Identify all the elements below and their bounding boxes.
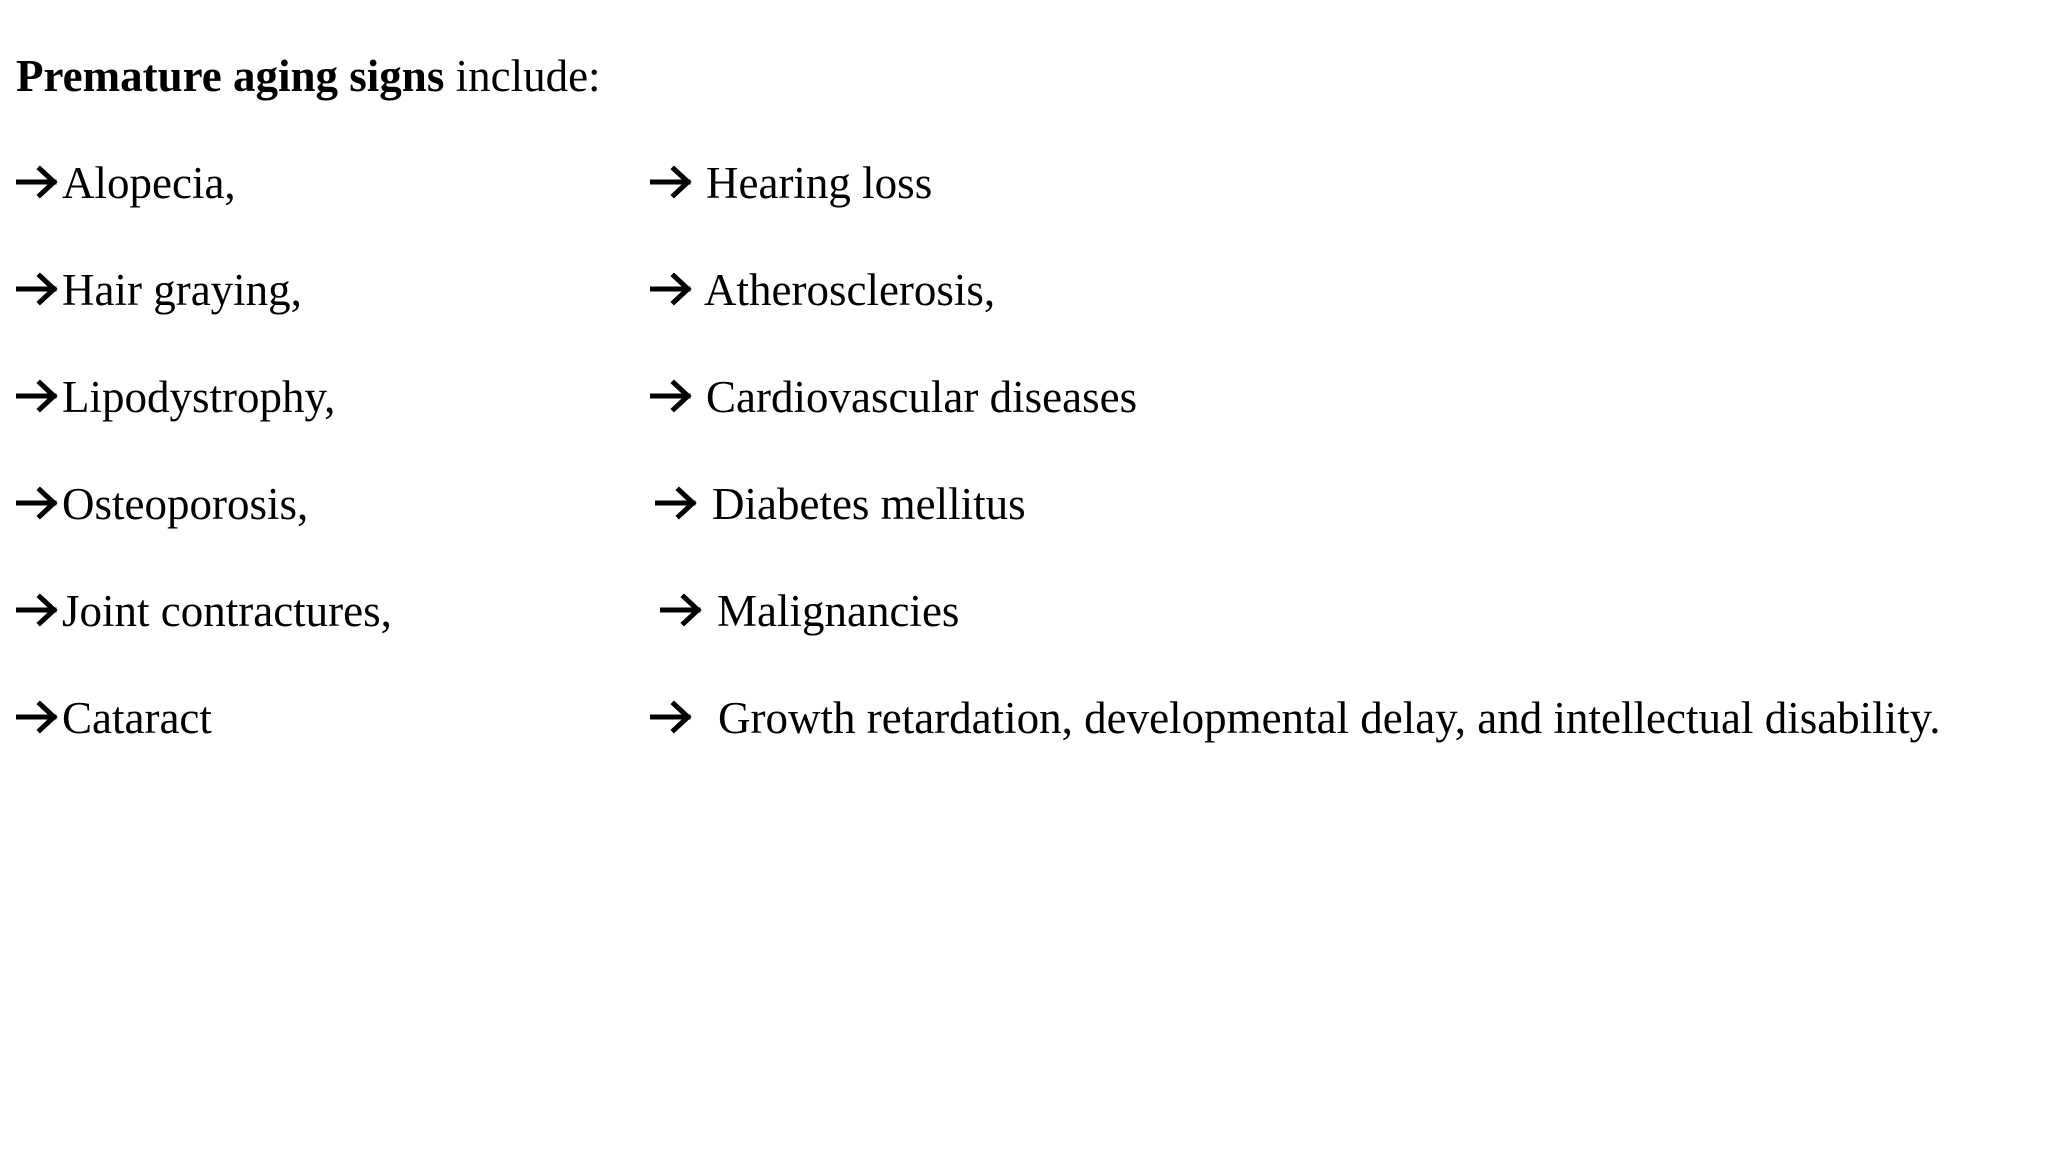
list-item-left-1 [16,155,236,211]
list-item-right-5 [660,583,959,639]
right-arrow-icon [660,592,704,628]
list-item-left-4 [16,476,308,532]
list-item-right-6 [650,690,1941,746]
list-item-label: Hearing loss [706,158,933,208]
list-item-label: Growth retardation, developmental delay, and intellectual disability. [718,693,1941,743]
heading [16,48,601,104]
list-item-right-4 [655,476,1026,532]
list-item-label: Osteoporosis, [62,479,309,529]
heading-rest: include: [444,51,601,101]
list-item-label: Cardiovascular diseases [706,372,1138,422]
list-item-label: Joint contractures, [62,586,392,636]
list-item-label: Lipodystrophy, [62,372,336,422]
right-arrow-icon [16,485,60,521]
list-item-left-5 [16,583,392,639]
right-arrow-icon [650,699,694,735]
list-item-left-2 [16,262,302,318]
list-item-label: Malignancies [717,586,960,636]
right-arrow-icon [16,592,60,628]
right-arrow-icon [650,164,694,200]
heading-bold: Premature aging signs [16,51,445,101]
right-arrow-icon [16,271,60,307]
list-item-label: Atherosclerosis, [704,265,996,315]
right-arrow-icon [655,485,699,521]
right-arrow-icon [650,271,694,307]
list-item-label: Alopecia, [62,158,236,208]
right-arrow-icon [16,378,60,414]
list-item-right-3 [650,369,1137,425]
list-item-left-3 [16,369,335,425]
list-item-label: Cataract [62,693,212,743]
list-item-label: Diabetes mellitus [712,479,1026,529]
right-arrow-icon [650,378,694,414]
list-item-left-6 [16,690,212,746]
list-item-right-2 [650,262,995,318]
right-arrow-icon [16,164,60,200]
right-arrow-icon [16,699,60,735]
list-item-label: Hair graying, [62,265,302,315]
list-item-right-1 [650,155,932,211]
